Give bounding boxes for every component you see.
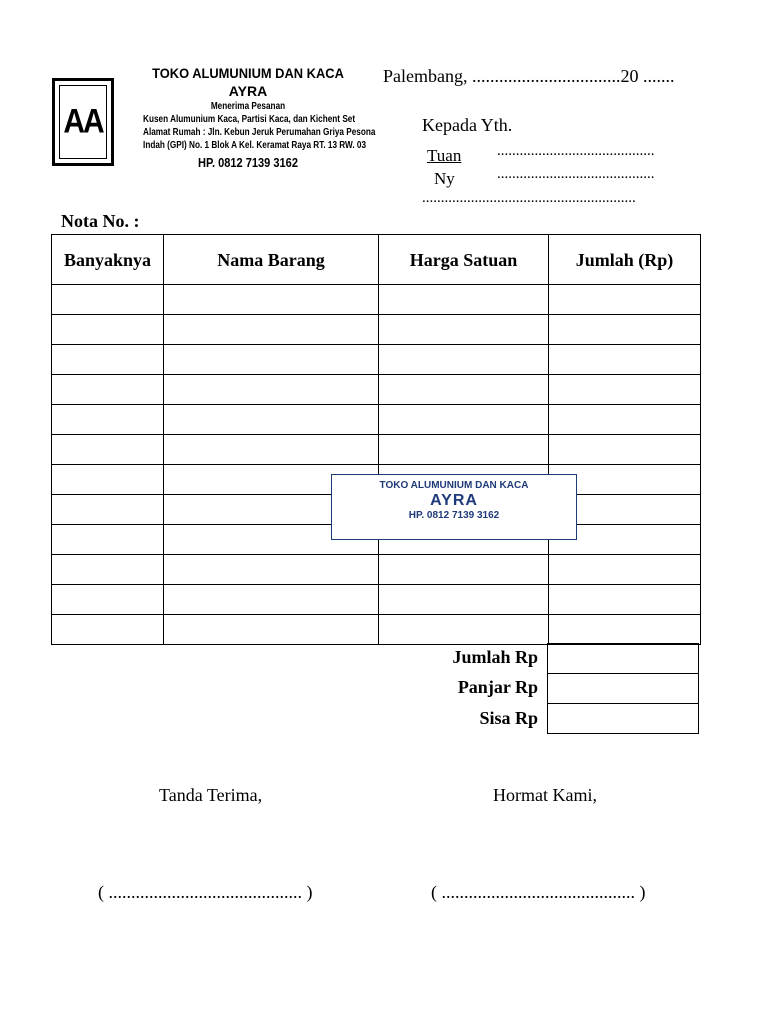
table-row xyxy=(52,405,701,435)
unit-price-cell[interactable] xyxy=(379,285,549,315)
shop-address-line1: Alamat Rumah : Jln. Kebun Jeruk Perumahan Griya Pesona xyxy=(143,127,376,138)
recipient-name-field-2[interactable]: .......................................... xyxy=(497,166,655,182)
nota-number-label: Nota No. : xyxy=(61,211,140,231)
quantity-cell[interactable] xyxy=(52,315,164,345)
recipient-name-field[interactable]: .......................................... xyxy=(497,143,655,159)
amount-cell[interactable] xyxy=(549,315,701,345)
amount-cell[interactable] xyxy=(549,285,701,315)
amount-cell[interactable] xyxy=(549,585,701,615)
item-name-cell[interactable] xyxy=(164,615,379,645)
column-header-item-name: Nama Barang xyxy=(164,235,379,285)
quantity-cell[interactable] xyxy=(52,525,164,555)
table-row xyxy=(52,285,701,315)
shop-name: AYRA xyxy=(228,83,268,99)
shop-tagline: Menerima Pesanan xyxy=(210,101,286,112)
table-row xyxy=(52,585,701,615)
amount-cell[interactable] xyxy=(549,375,701,405)
remaining-field[interactable] xyxy=(547,703,699,734)
item-name-cell[interactable] xyxy=(164,435,379,465)
shop-logo-frame xyxy=(59,85,107,159)
item-name-cell[interactable] xyxy=(164,405,379,435)
column-header-unit-price: Harga Satuan xyxy=(379,235,549,285)
table-row xyxy=(52,315,701,345)
table-row xyxy=(52,435,701,465)
table-row xyxy=(52,345,701,375)
total-label: Jumlah Rp xyxy=(452,647,538,667)
quantity-cell[interactable] xyxy=(52,555,164,585)
unit-price-cell[interactable] xyxy=(379,315,549,345)
mr-label: Tuan xyxy=(427,146,462,165)
to-label: Kepada Yth. xyxy=(422,115,513,135)
unit-price-cell[interactable] xyxy=(379,345,549,375)
total-field[interactable] xyxy=(547,643,699,674)
table-row xyxy=(52,555,701,585)
shop-stamp xyxy=(331,474,577,540)
shop-phone: HP. 0812 7139 3162 xyxy=(198,155,298,170)
quantity-cell[interactable] xyxy=(52,615,164,645)
receiver-signature-label: Tanda Terima, xyxy=(159,785,263,805)
unit-price-cell[interactable] xyxy=(379,375,549,405)
item-name-cell[interactable] xyxy=(164,315,379,345)
shop-logo-mark: AA xyxy=(63,102,103,141)
quantity-cell[interactable] xyxy=(52,495,164,525)
column-header-quantity: Banyaknya xyxy=(52,235,164,285)
shop-logo xyxy=(52,78,114,166)
quantity-cell[interactable] xyxy=(52,585,164,615)
item-name-cell[interactable] xyxy=(164,285,379,315)
shop-address-line2: Indah (GPI) No. 1 Blok A Kel. Keramat Raya RT. 13 RW. 03 xyxy=(143,140,367,151)
unit-price-cell[interactable] xyxy=(379,435,549,465)
stamp-shop-name: AYRA xyxy=(430,492,478,509)
unit-price-cell[interactable] xyxy=(379,555,549,585)
quantity-cell[interactable] xyxy=(52,435,164,465)
quantity-cell[interactable] xyxy=(52,375,164,405)
amount-cell[interactable] xyxy=(549,435,701,465)
quantity-cell[interactable] xyxy=(52,345,164,375)
item-name-cell[interactable] xyxy=(164,345,379,375)
shop-title: TOKO ALUMUNIUM DAN KACA xyxy=(152,65,344,81)
remaining-label: Sisa Rp xyxy=(479,708,538,728)
amount-cell[interactable] xyxy=(549,615,701,645)
item-name-cell[interactable] xyxy=(164,585,379,615)
mrs-label: Ny xyxy=(434,169,455,188)
recipient-address-field[interactable]: ......................................................... xyxy=(422,190,636,206)
down-payment-label: Panjar Rp xyxy=(457,677,538,697)
column-header-amount: Jumlah (Rp) xyxy=(549,235,701,285)
table-body xyxy=(52,285,701,645)
table-row xyxy=(52,615,701,645)
sender-signature-line[interactable]: ( ........................................... ) xyxy=(431,882,646,902)
item-name-cell[interactable] xyxy=(164,555,379,585)
table-row xyxy=(52,375,701,405)
place-date-line[interactable]: Palembang, .................................20 ....... xyxy=(383,66,675,86)
shop-services: Kusen Alumunium Kaca, Partisi Kaca, dan Kichent Set xyxy=(143,114,356,125)
unit-price-cell[interactable] xyxy=(379,405,549,435)
down-payment-field[interactable] xyxy=(547,673,699,704)
stamp-shop-title: TOKO ALUMUNIUM DAN KACA xyxy=(379,480,529,491)
quantity-cell[interactable] xyxy=(52,285,164,315)
item-name-cell[interactable] xyxy=(164,375,379,405)
amount-cell[interactable] xyxy=(549,345,701,375)
amount-cell[interactable] xyxy=(549,405,701,435)
quantity-cell[interactable] xyxy=(52,465,164,495)
items-table xyxy=(51,234,701,645)
shop-header xyxy=(120,64,376,172)
receiver-signature-line[interactable]: ( ........................................... ) xyxy=(98,882,313,902)
unit-price-cell[interactable] xyxy=(379,615,549,645)
stamp-phone: HP. 0812 7139 3162 xyxy=(408,510,500,521)
sender-signature-label: Hormat Kami, xyxy=(493,785,597,805)
unit-price-cell[interactable] xyxy=(379,585,549,615)
table-header-row xyxy=(52,235,701,285)
quantity-cell[interactable] xyxy=(52,405,164,435)
amount-cell[interactable] xyxy=(549,555,701,585)
